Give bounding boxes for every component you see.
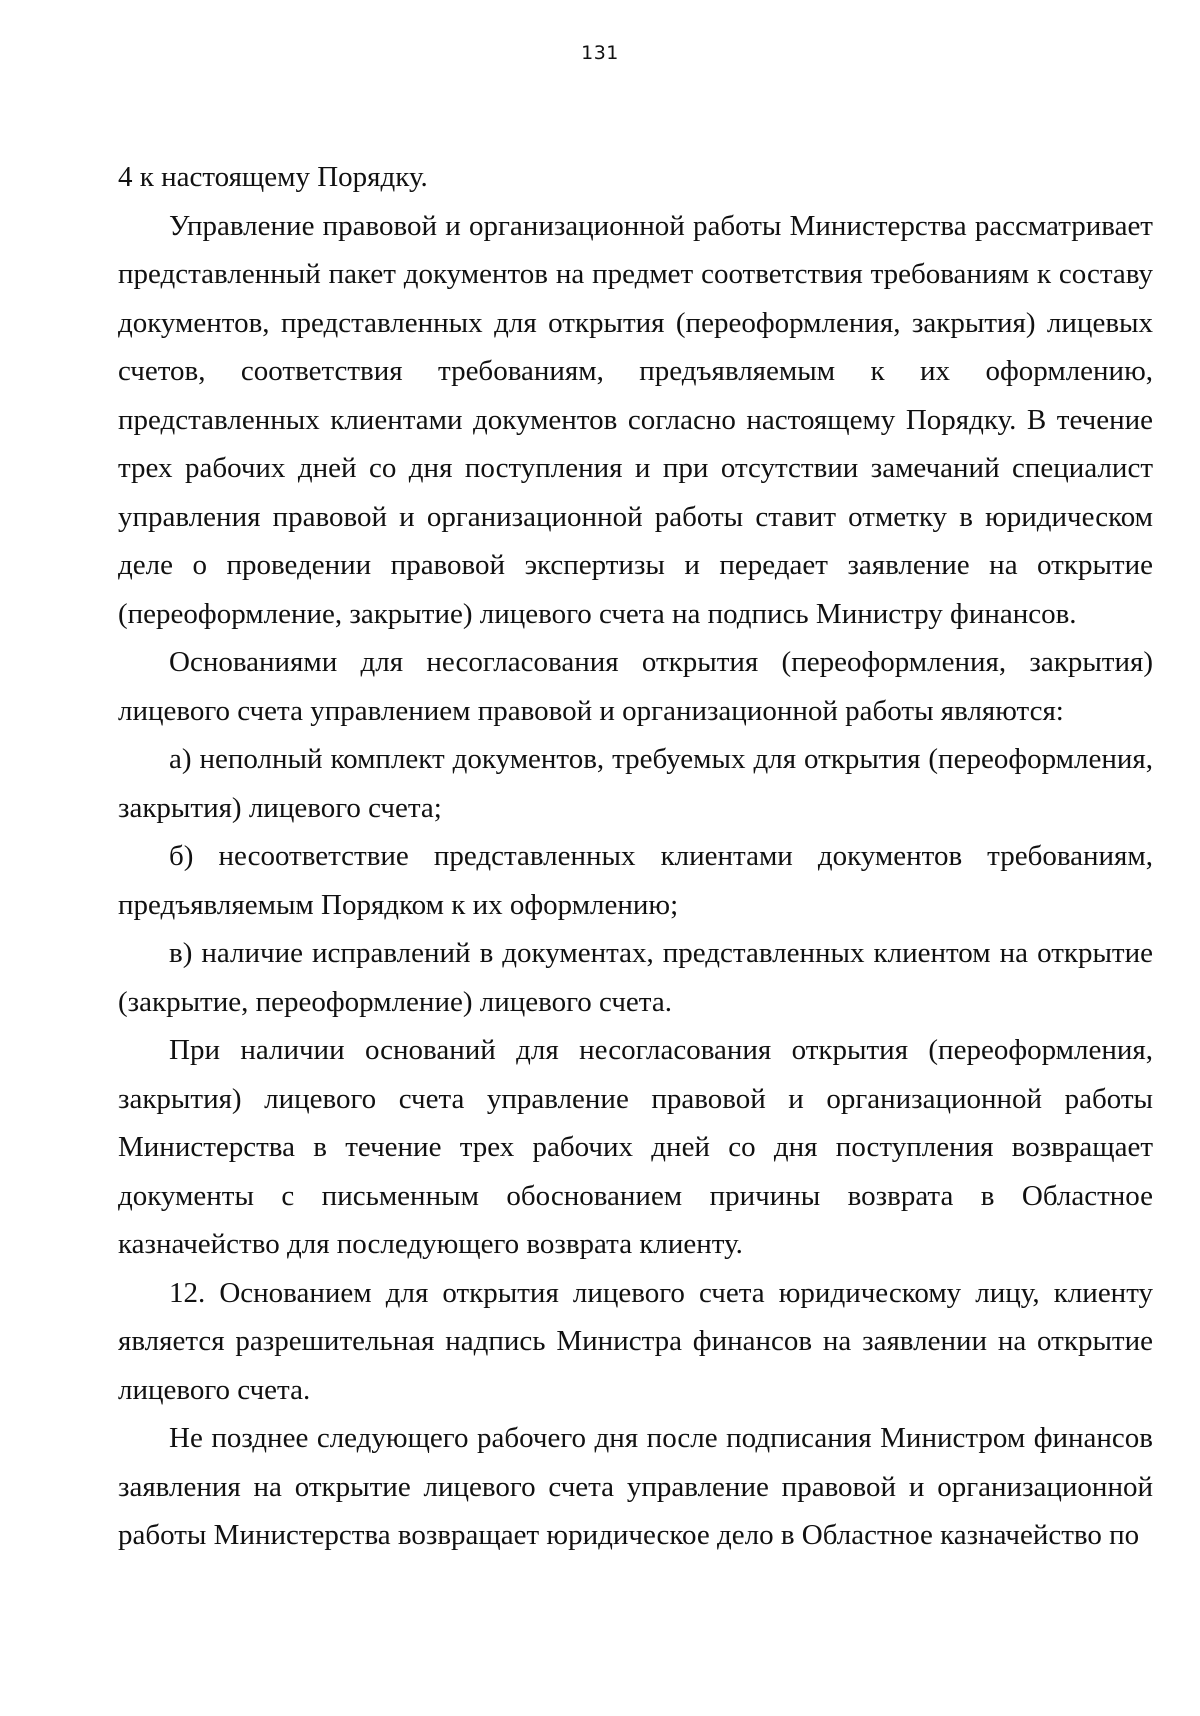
list-item-a: а) неполный комплект документов, требуемых для открытия (переоформления, закрытия) лицевого счета; xyxy=(118,743,1153,824)
paragraph-legal-review: Управление правовой и организационной работы Министерства рассматривает представленный пакет документов на предмет соответствия требованиям к составу документов, представленных для открытия (переоформления, закрытия) лицевых счетов, соответствия требованиям, предъявляемым к их оформлению, представленных клиентами документов согласно настоящему Порядку. В течение трех рабочих дней со дня поступления и при отсутствии замечаний специалист управления правовой и организационной работы ставит отметку в юридическом деле о проведении правовой экспертизы и передает заявление на открытие (переоформление, закрытие) лицевого счета на подпись Министру финансов. xyxy=(118,209,1153,630)
paragraph-return-documents: При наличии оснований для несогласования открытия (переоформления, закрытия) лицевого счета управление правовой и организационной работы Министерства в течение трех рабочих дней со дня поступления возвращает документы с письменным обоснованием причины возврата в Областное казначейство для последующего возврата клиенту. xyxy=(118,1034,1153,1260)
list-item-b: б) несоответствие представленных клиентами документов требованиям, предъявляемым Порядком к их оформлению; xyxy=(118,840,1153,921)
list-item-v: в) наличие исправлений в документах, представленных клиентом на открытие (закрытие, переоформление) лицевого счета. xyxy=(118,937,1153,1018)
paragraph-clause-12: 12. Основанием для открытия лицевого счета юридическому лицу, клиенту является разрешительная надпись Министра финансов на заявлении на открытие лицевого счета. xyxy=(118,1276,1153,1406)
paragraph-continuation: 4 к настоящему Порядку. xyxy=(118,161,428,193)
document-body xyxy=(118,153,1153,1560)
page-number: 131 xyxy=(581,42,619,64)
paragraph-rejection-grounds: Основаниями для несогласования открытия (переоформления, закрытия) лицевого счета управлением правовой и организационной работы являются: xyxy=(118,646,1153,727)
paragraph-return-case: Не позднее следующего рабочего дня после подписания Министром финансов заявления на открытие лицевого счета управление правовой и организационной работы Министерства возвращает юридическое дело в Областное казначейство по xyxy=(118,1422,1153,1551)
